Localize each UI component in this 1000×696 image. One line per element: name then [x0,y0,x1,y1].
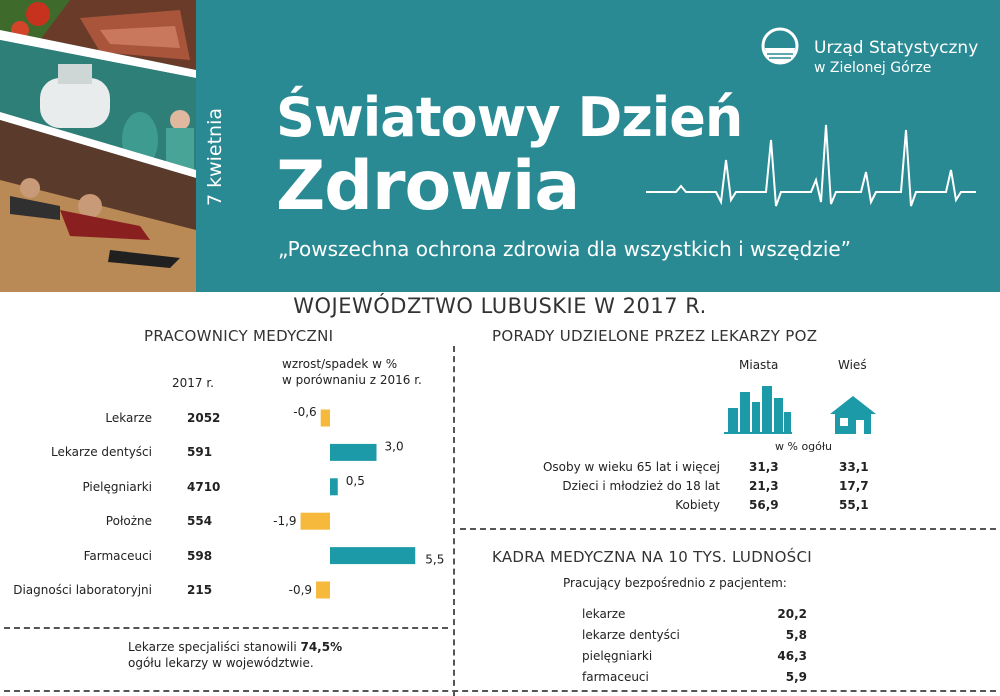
staff-per-10k-title: KADRA MEDYCZNA NA 10 TYS. LUDNOŚCI [492,548,812,566]
poz-city-value: 56,9 [749,498,779,512]
medical-staff-title: PRACOWNICY MEDYCZNI [144,327,334,345]
change-bar [316,582,330,599]
poz-row-label: Osoby w wieku 65 lat i więcej [542,460,720,474]
change-bar-label: 0,5 [345,473,365,488]
change-bar-label: -1,9 [273,514,297,529]
poz-row-label: Kobiety [675,498,720,512]
ecg-line-graphic [646,120,976,210]
village-house-icon [828,394,878,436]
statistics-office-logo-icon [760,26,800,84]
note-prefix: Lekarze specjaliści stanowili [128,640,301,654]
change-bar [330,444,377,461]
staff-label: Lekarze [105,411,152,425]
staff-label: Farmaceuci [83,549,152,563]
change-header-line-1: wzrost/spadek w % [282,357,398,371]
staff-10k-value: 46,3 [777,649,807,663]
staff-value: 2052 [187,411,221,425]
staff-per-10k-subtitle: Pracujący bezpośrednio z pacjentem: [563,576,787,590]
staff-10k-label: lekarze [582,607,626,621]
unit-label: w % ogółu [775,440,832,453]
logo-line-1: Urząd Statystyczny [814,38,979,58]
specialists-note-line-1 [128,640,342,654]
staff-label: Położne [105,514,152,528]
poz-village-value: 55,1 [839,498,869,512]
year-header: 2017 r. [172,376,214,390]
poz-row-label: Dzieci i młodzież do 18 lat [562,479,720,493]
staff-value: 591 [187,445,213,459]
col-city-header: Miasta [739,358,779,372]
slogan: „Powszechna ochrona zdrowia dla wszystkich i wszędzie” [278,237,852,261]
staff-value: 4710 [187,480,221,494]
staff-value: 215 [187,583,213,597]
dashed-divider-vertical [453,346,455,696]
logo-line-2: w Zielonej Górze [814,60,932,76]
poz-village-value: 33,1 [839,460,869,474]
city-icon [722,378,794,434]
staff-value: 598 [187,549,213,563]
staff-10k-value: 5,9 [785,670,807,684]
header-banner [0,0,1000,292]
poz-city-value: 21,3 [749,479,779,493]
change-bar-label: -0,6 [293,405,317,419]
col-village-header: Wieś [838,358,867,372]
staff-10k-value: 20,2 [777,607,807,621]
staff-10k-value: 5,8 [785,628,807,642]
change-bar [321,410,330,427]
staff-10k-label: farmaceuci [582,670,649,684]
change-bar [330,547,415,564]
staff-value: 554 [187,514,213,528]
staff-label: Lekarze dentyści [51,445,152,459]
change-bar-label: 5,5 [425,552,445,567]
change-bar-label: -0,9 [288,583,313,597]
change-bar [330,478,338,495]
logo-text [814,38,978,76]
note-value: 74,5% [300,640,343,654]
dashed-divider-left [4,627,448,629]
staff-10k-label: pielęgniarki [582,649,653,663]
region-title: WOJEWÓDZTWO LUBUSKIE W 2017 R. [293,294,707,318]
staff-10k-label: lekarze dentyści [582,628,680,642]
change-bar-chart [0,395,450,610]
poz-city-value: 31,3 [749,460,779,474]
change-bar [301,513,330,530]
dashed-divider-bottom [4,690,996,692]
dashed-divider-right [460,528,996,530]
specialists-note-line-2: ogółu lekarzy w województwie. [128,656,314,670]
poz-title: PORADY UDZIELONE PRZEZ LEKARZY POZ [492,327,818,345]
photo-collage [0,0,196,292]
title-line-1: Światowy Dzień [276,86,743,149]
change-header-line-2: w porównaniu z 2016 r. [282,373,422,387]
title-line-2: Zdrowia [276,147,580,226]
change-bar-label: 3,0 [384,439,404,454]
staff-label: Pielęgniarki [82,480,152,494]
date-vertical-label [198,92,232,222]
date-vertical-text: 7 kwietnia [204,107,226,207]
poz-village-value: 17,7 [839,479,869,493]
photo-collage-illustration [0,0,196,292]
staff-label: Diagności laboratoryjni [13,583,152,597]
